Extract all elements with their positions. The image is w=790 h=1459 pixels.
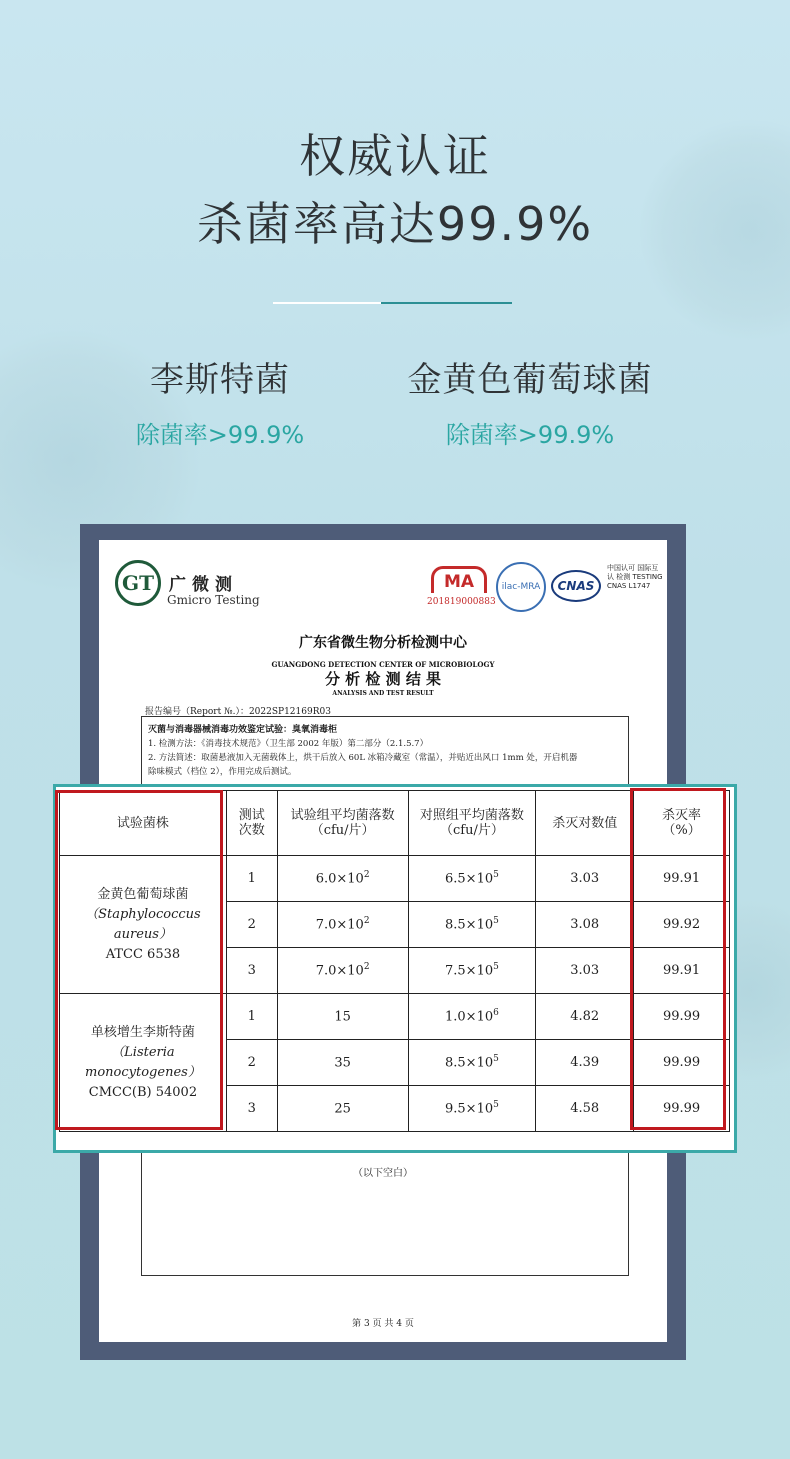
test-count-cell [226,856,277,902]
log-reduction-cell [536,1040,634,1086]
header-test-avg-text: 试验组平均菌落数 （cfu/片） [290,808,395,838]
test-count-cell [226,994,277,1040]
logo-chinese-name: 广微测 [169,575,238,595]
log-reduction-cell-value: 3.03 [570,963,600,978]
header-rate-text: 杀灭率 （%） [662,808,702,838]
control-group-cell [408,902,536,948]
kill-rate-cell-value: 99.91 [662,963,701,978]
control-group-cell [408,994,536,1040]
strain-code: ATCC 6538 [105,946,181,962]
control-group-cell [408,1040,536,1086]
test-count-cell-value: 2 [247,917,256,932]
test-group-cell-value: 25 [334,1101,351,1117]
log-reduction-cell-value: 4.39 [570,1055,600,1070]
divider-light [273,302,381,304]
kill-rate-cell-value: 99.99 [662,1101,701,1116]
header-ctrl-avg-text: 对照组平均菌落数 （cfu/片） [419,808,524,838]
kill-rate-cell-value: 99.91 [662,871,701,886]
report-number: 报告编号（Report №.）：2022SP12169R03 [145,707,331,717]
highlight-rate-column [630,788,726,1130]
test-count-cell [226,948,277,994]
headline-line1: 权威认证 [299,129,491,183]
test-count-cell-value: 3 [247,1101,256,1116]
kill-rate-cell-value: 99.92 [662,917,701,932]
bacteria-title-staph: 金黄色葡萄球菌 [407,360,653,400]
strain-name-latin: （Staphylococcus aureus） [85,906,201,942]
test-group-cell [277,1086,408,1132]
kill-rate-cell-value: 99.99 [662,1009,701,1024]
test-count-cell-value: 2 [247,1055,256,1070]
log-reduction-cell [536,902,634,948]
header-count-text: 测试 次数 [238,808,265,838]
test-group-cell [277,902,408,948]
logo-english-name: Gmicro Testing [167,593,260,607]
control-group-cell-value: 8.5×10 [445,1055,494,1071]
log-reduction-cell [536,856,634,902]
control-group-cell-exponent: 6 [493,1008,499,1019]
control-group-cell [408,856,536,902]
bacteria-rate-listeria: 除菌率>99.9% [135,421,305,449]
result-title-cn: 分 析 检 测 结 果 [324,670,442,688]
control-group-cell-exponent: 5 [493,1100,499,1111]
log-reduction-cell-value: 4.82 [570,1009,600,1024]
test-group-cell-exponent: 2 [363,962,370,973]
cma-mark-icon: MA [431,566,487,593]
bacteria-rate-staph: 除菌率>99.9% [445,421,615,449]
test-count-cell-value: 3 [247,963,256,978]
blank-note: （以下空白） [353,1168,413,1179]
control-group-cell-exponent: 5 [493,962,499,973]
control-group-cell-value: 7.5×10 [445,963,494,979]
control-group-cell-value: 6.5×10 [445,871,494,887]
log-reduction-cell-value: 4.58 [570,1101,600,1116]
header-count [226,791,277,856]
control-group-cell-value: 8.5×10 [445,917,494,933]
log-reduction-cell-value: 3.03 [570,871,600,886]
result-title-en: ANALYSIS AND TEST RESULT [332,690,434,697]
highlight-strain-column [55,790,223,1130]
method-title: 灭菌与消毒器械消毒功效鉴定试验：臭氧消毒柜 [148,725,338,735]
log-reduction-cell-value: 3.08 [570,917,600,932]
org-name-en: GUANGDONG DETECTION CENTER OF MICROBIOLOGY [271,660,495,669]
cma-number: 201819000883 [427,597,496,607]
control-group-cell-exponent: 5 [493,916,499,927]
method-line-3: 除味模式（档位 2），作用完成后测试。 [148,767,297,777]
test-group-cell-exponent: 2 [363,870,370,881]
gmicro-logo-icon: GT [115,560,161,606]
log-reduction-cell [536,994,634,1040]
strain-code: CMCC(B) 54002 [88,1084,198,1100]
control-group-cell-exponent: 5 [493,1054,499,1065]
test-group-cell-value: 6.0×10 [315,871,364,887]
log-reduction-cell [536,948,634,994]
header-ctrl-avg [408,791,536,856]
control-group-cell [408,1086,536,1132]
test-group-cell-exponent: 2 [363,916,370,927]
test-group-cell [277,856,408,902]
org-name-cn: 广东省微生物分析检测中心 [299,635,467,651]
test-count-cell [226,1086,277,1132]
header-log-text: 杀灭对数值 [552,815,618,831]
strain-name-cn: 金黄色葡萄球菌 [97,886,189,902]
test-group-cell [277,948,408,994]
test-group-cell-value: 15 [334,1009,351,1025]
log-reduction-cell [536,1086,634,1132]
strain-name-cn: 单核增生李斯特菌 [90,1024,195,1040]
page-number: 第 3 页 共 4 页 [352,1319,414,1329]
cnas-logo-icon: CNAS [551,570,601,602]
header-log [536,791,634,856]
test-group-cell-value: 7.0×10 [315,917,364,933]
method-line-2: 2. 方法简述：取菌悬液加入无菌载体上，烘干后放入 60L 冰箱冷藏室（常温），并贴近出风口 1mm 处，开启机器 [148,753,578,763]
control-group-cell [408,948,536,994]
test-group-cell-value: 35 [334,1055,351,1071]
bacteria-title-listeria: 李斯特菌 [150,360,290,400]
test-group-cell [277,1040,408,1086]
test-count-cell-value: 1 [247,871,256,886]
test-count-cell-value: 1 [247,1009,256,1024]
cnas-text: 中国认可 国际互认 检测 TESTING CNAS L1747 [607,564,663,590]
test-count-cell [226,1040,277,1086]
strain-name-latin: （Listeria monocytogenes） [85,1044,201,1080]
test-group-cell [277,994,408,1040]
method-box [141,716,629,786]
divider-accent [381,302,512,304]
method-line-1: 1. 检测方法：《消毒技术规范》（卫生部 2002 年版）第二部分（2.1.5.7） [148,739,429,749]
control-group-cell-value: 1.0×10 [445,1009,494,1025]
test-group-cell-value: 7.0×10 [315,963,364,979]
control-group-cell-exponent: 5 [493,870,499,881]
headline-line2: 杀菌率高达99.9% [196,197,594,251]
test-count-cell [226,902,277,948]
header-strain-text: 试验菌株 [116,815,169,831]
kill-rate-cell-value: 99.99 [662,1055,701,1070]
ilac-mra-icon: ilac-MRA [496,562,546,612]
control-group-cell-value: 9.5×10 [445,1101,494,1117]
header-test-avg [277,791,408,856]
